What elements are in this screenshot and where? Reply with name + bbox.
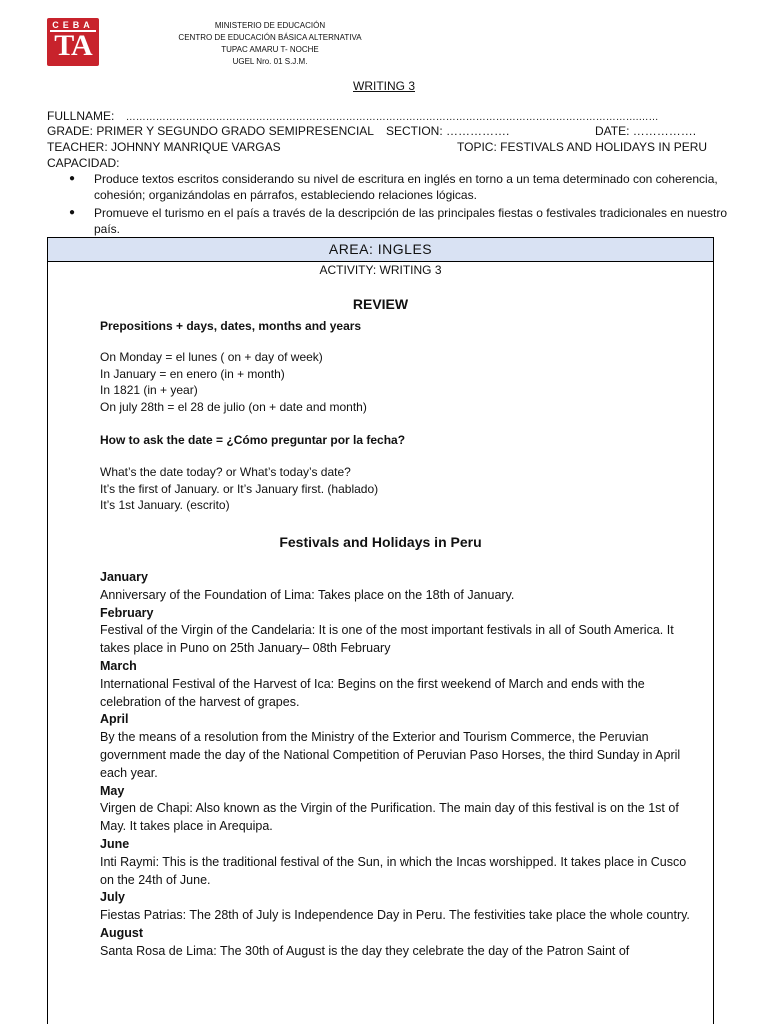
topic-field: TOPIC: FESTIVALS AND HOLIDAYS IN PERU	[457, 140, 708, 154]
capacidad-item	[69, 171, 729, 203]
month-name: August	[100, 925, 144, 940]
month-text: Anniversary of the Foundation of Lima: Takes place on the 18th of January.	[100, 587, 515, 602]
capacidad-list	[69, 171, 729, 239]
month-entry	[100, 925, 700, 961]
document-title: WRITING 3	[353, 79, 415, 93]
ask-date-example: It’s the first of January. or It’s January first. (hablado)	[100, 481, 379, 496]
logo-top-text: CEBA	[52, 20, 94, 30]
section-field[interactable]: SECTION: …………….	[386, 124, 510, 138]
prepositions-heading: Prepositions + days, dates, months and years	[100, 319, 362, 333]
institution-line: TUPAC AMARU T- NOCHE	[221, 45, 319, 54]
month-entry	[100, 605, 700, 658]
month-entry	[100, 658, 700, 711]
month-text: Festival of the Virgin of the Candelaria: It is one of the most important festivals in all of South America. It takes place in Puno on 25th January– 08th February	[100, 623, 674, 656]
capacidad-text: Promueve el turismo en el país a través de la descripción de las principales fiestas o festivales tradicionales en nuestro país.	[94, 206, 727, 236]
month-text: Fiestas Patrias: The 28th of July is Independence Day in Peru. The festivities take place the whole country.	[100, 908, 690, 923]
month-text: Virgen de Chapi: Also known as the Virgin of the Purification. The main day of this festival is on the 1st of May. It takes place in Arequipa.	[100, 801, 679, 834]
institution-line: MINISTERIO DE EDUCACIÓN	[214, 21, 326, 30]
fullname-label: FULLNAME:	[47, 109, 115, 123]
month-name: June	[100, 836, 130, 851]
bullet-icon: ●	[69, 207, 76, 218]
capacidad-label: CAPACIDAD:	[47, 156, 120, 170]
ask-date-example: What’s the date today? or What’s today’s date?	[100, 465, 351, 479]
month-text: Inti Raymi: This is the traditional festival of the Sun, in which the Incas worshipped. It takes place in Cusco on the 24th of June.	[100, 854, 687, 887]
month-name: January	[100, 570, 148, 584]
ask-date-heading: How to ask the date = ¿Cómo preguntar por la fecha?	[100, 433, 406, 447]
fullname-blank[interactable]: ……………………………………………………………………………………………………………………………………….……	[125, 112, 659, 123]
review-heading: REVIEW	[352, 296, 409, 312]
month-name: March	[100, 658, 137, 673]
month-entry	[100, 783, 700, 836]
month-name: April	[100, 712, 129, 727]
month-text: Santa Rosa de Lima: The 30th of August is the day they celebrate the day of the Patron Saint of	[100, 943, 630, 958]
ask-date-example: It’s 1st January. (escrito)	[100, 498, 230, 512]
month-text: International Festival of the Harvest of Ica: Begins on the first weekend of March and ends with the celebration of the harvest of grapes.	[100, 676, 645, 709]
preposition-example: In 1821 (in + year)	[100, 383, 198, 397]
capacidad-text: Produce textos escritos considerando su nivel de escritura en inglés en torno a un tema determinado con coherencia, cohesión; organizándolas en párrafos, estableciendo relaciones lógicas.	[94, 172, 718, 202]
logo-main-text: TA	[54, 29, 92, 62]
preposition-example: In January = en enero (in + month)	[100, 366, 285, 381]
prepositions-section	[100, 318, 700, 335]
month-text: By the means of a resolution from the Ministry of the Exterior and Tourism Commerce, the Peruvian government made the day of the National Competition of Peruvian Paso Horses, the third Sunday in April each year.	[100, 730, 681, 780]
date-field[interactable]: DATE: …………….	[595, 124, 697, 138]
institution-line: UGEL Nro. 01 S.J.M.	[232, 57, 308, 66]
preposition-example: On Monday = el lunes ( on + day of week)	[100, 350, 323, 364]
bullet-icon: ●	[69, 173, 76, 184]
teacher-field: TEACHER: JOHNNY MANRIQUE VARGAS	[47, 140, 281, 154]
ask-date-section	[100, 432, 700, 449]
month-name: July	[100, 890, 126, 905]
month-entry	[100, 711, 700, 782]
preposition-example: On july 28th = el 28 de julio (on + date and month)	[100, 399, 367, 414]
area-header: AREA: INGLES	[48, 238, 713, 262]
prepositions-list	[100, 349, 700, 415]
activity-title: ACTIVITY: WRITING 3	[319, 263, 442, 277]
institution-header	[100, 20, 440, 68]
festivals-list	[100, 569, 700, 961]
capacidad-item	[69, 205, 729, 237]
fullname-row	[47, 109, 658, 125]
school-logo	[47, 18, 99, 66]
grade-field: GRADE: PRIMER Y SEGUNDO GRADO SEMIPRESENCIAL	[47, 124, 374, 138]
month-name: February	[100, 605, 154, 620]
institution-line: CENTRO DE EDUCACIÓN BÁSICA ALTERNATIVA	[178, 33, 362, 42]
festivals-title: Festivals and Holidays in Peru	[279, 534, 482, 550]
month-entry	[100, 889, 700, 925]
ask-date-list	[100, 464, 700, 514]
month-entry	[100, 836, 700, 889]
month-entry	[100, 569, 700, 605]
month-name: May	[100, 783, 125, 798]
activity-box	[47, 237, 714, 1024]
